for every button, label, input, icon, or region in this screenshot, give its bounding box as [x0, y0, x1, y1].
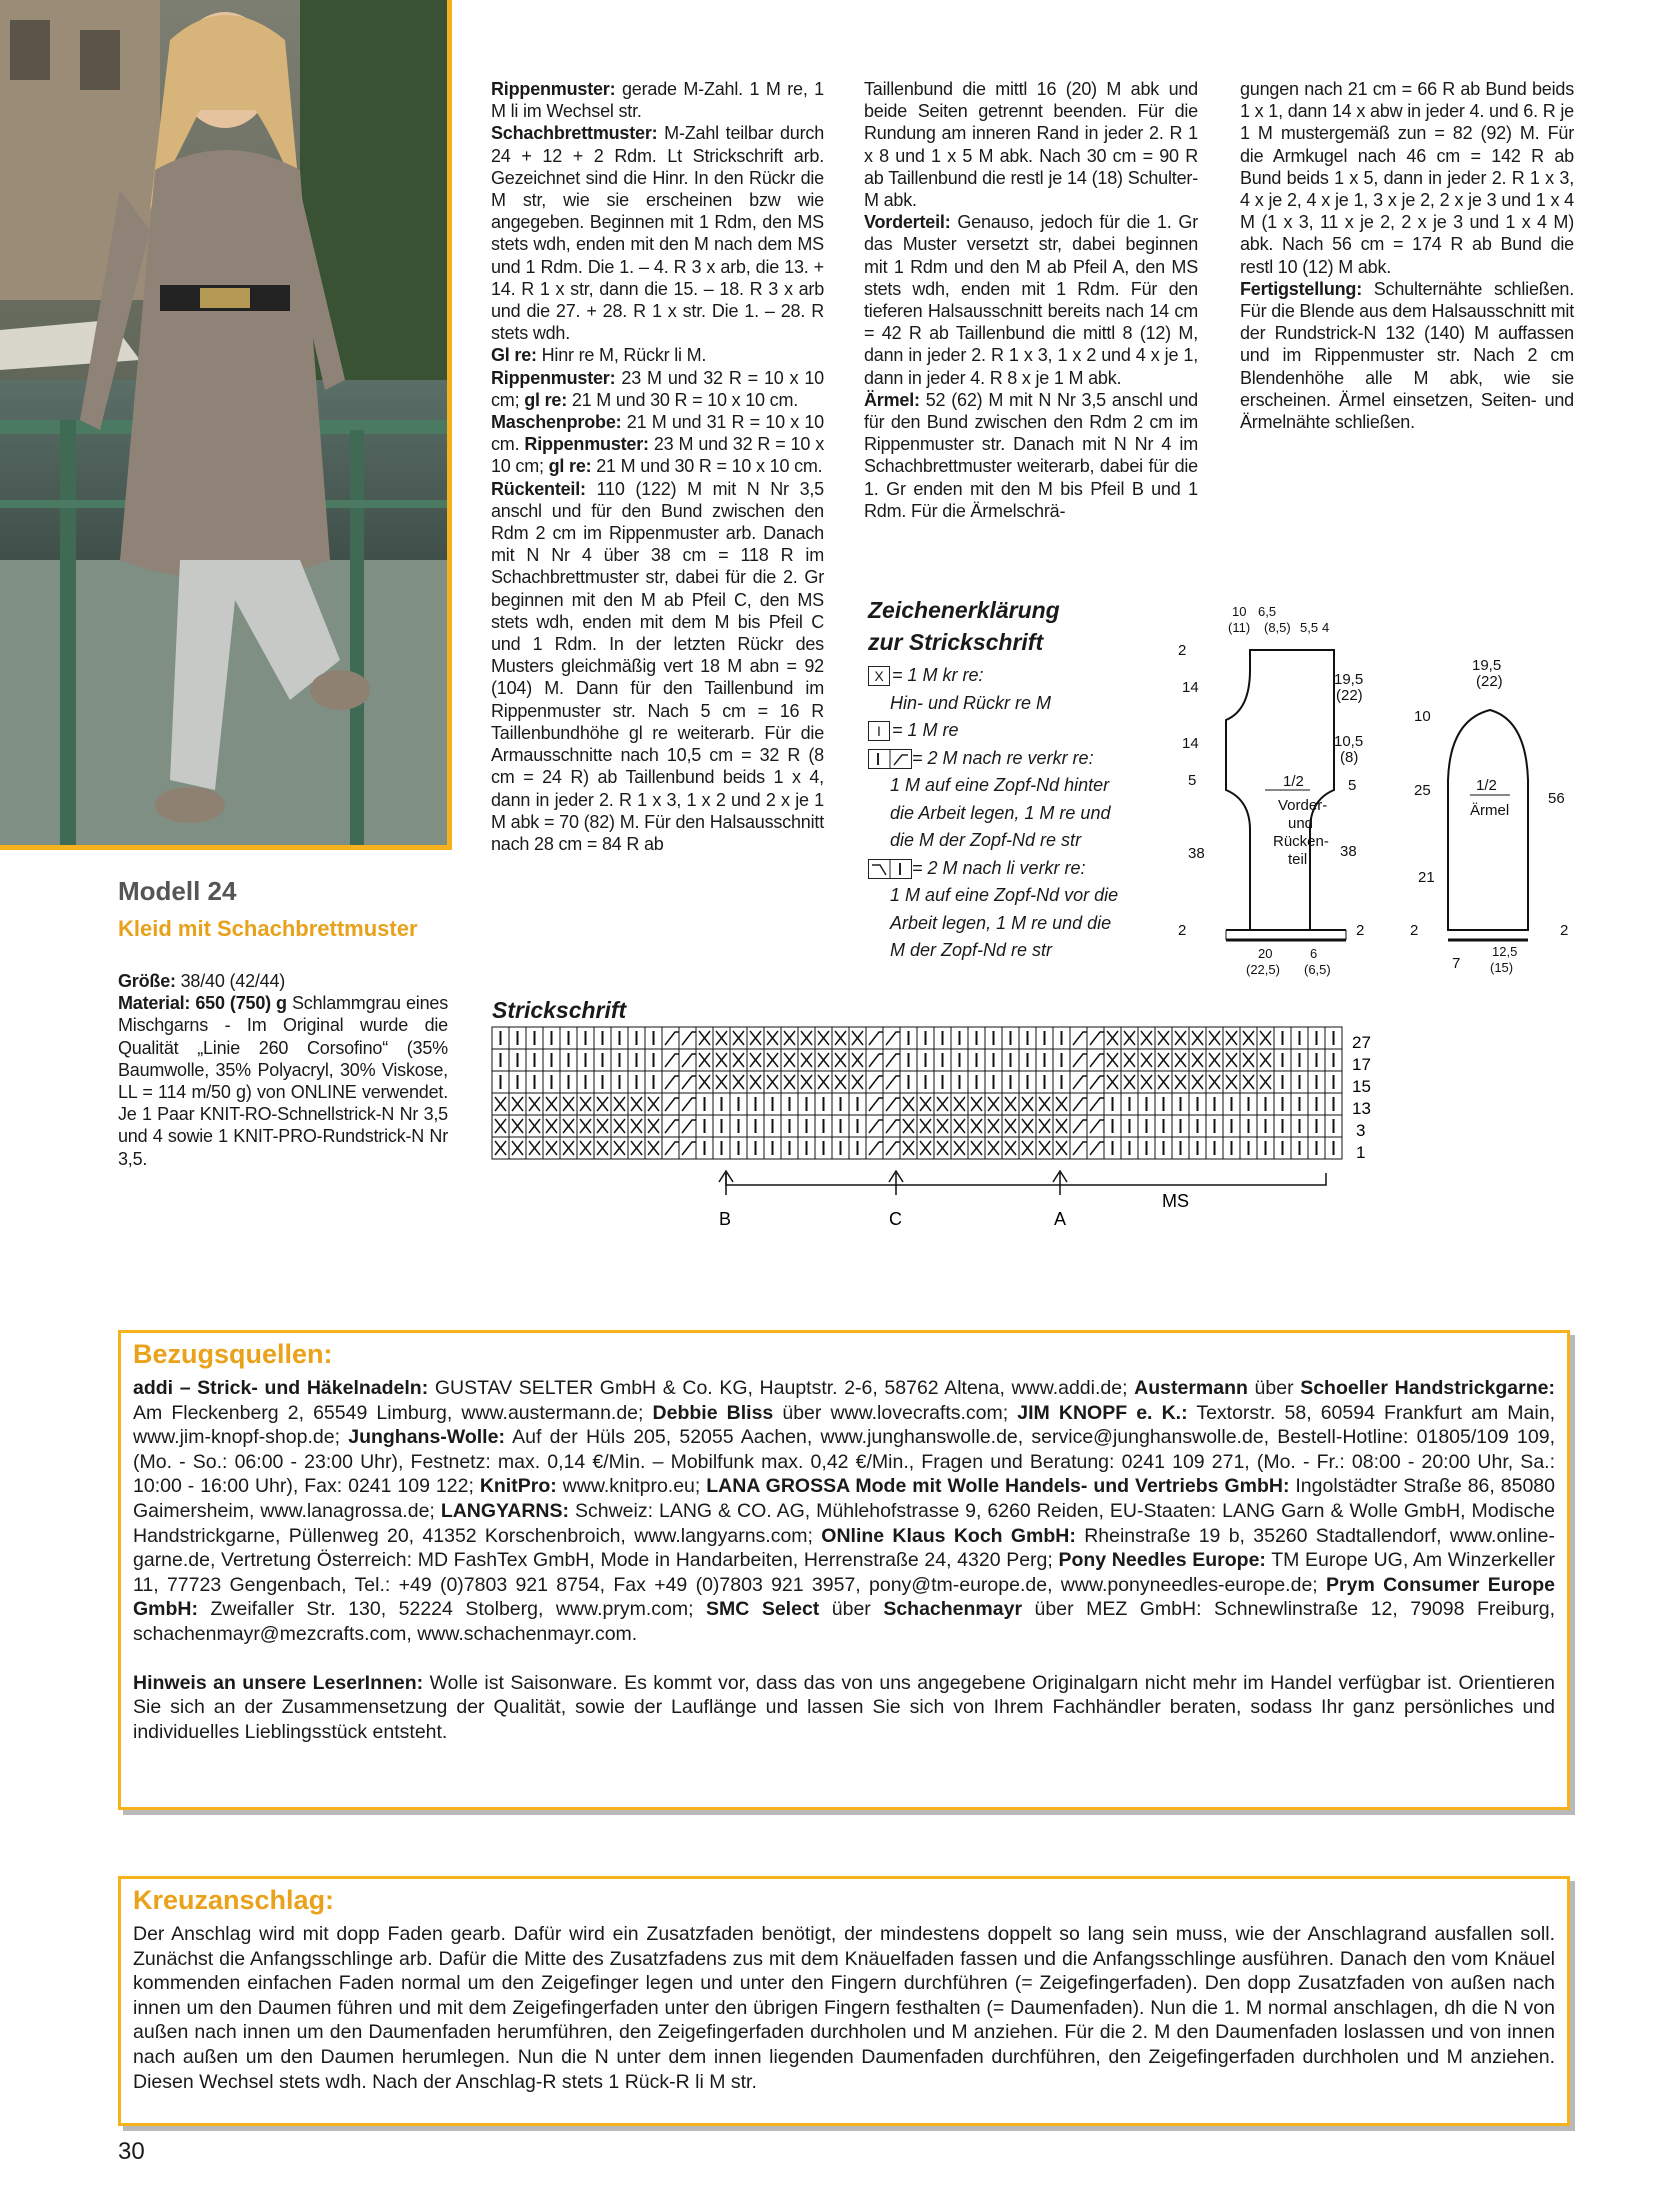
body-top-6-5: 6,5 [1258, 604, 1277, 619]
body-top-5-5: 5,5 [1300, 620, 1319, 635]
arrow-b-label: B [719, 1209, 732, 1229]
legend-item-cross-right-text: = 2 M nach re verkr re: [912, 747, 1094, 768]
supplier-details: Auf der Hüls 205, 52055 Aachen, www.junghanswolle.de, service@junghanswolle.de, Bestell-Hotline: 01805/109 109, (Mo. - So.: 06:00 - 23:00 Uhr), Festnetz: max. 0,14 €/Min. – Mobilfunk max. 0,42 €/Min., Fragen und Beratung: 0241 109 271, (Mo. - Fr.: 08:00 - 20:00 Uhr, Sa.: 10:00 - 16:00 Uhr), Fax: 0241 109 122; [133, 1426, 1555, 1498]
gl-re-label: gl re: [524, 389, 568, 410]
supplier-name: KnitPro: [479, 1475, 557, 1498]
body-left-14-b: 14 [1182, 735, 1199, 752]
sleeve-outline [1448, 710, 1528, 930]
supplier-name: addi – Strick- und Häkelnadeln: [133, 1377, 429, 1399]
sleeve-shaping-paragraph: gungen nach 21 cm = 66 R ab Bund beids 1 x 1, dann 14 x abw in jeder 4. und 6. R je 1 M mustergemäß zun = 82 (92) M. Für die Armkugel nach 46 cm = 142 R ab Bund beids 1 x 5, dann in jeder 2. R 1 x 3, 4 x je 2, 4 x je 1, 3 x je 2, 2 x je 3 und 1 x 4 M (1 x 3, 11 x je 2, 2 x je 3 und 1 x 4 M) abk. Nach 56 cm = 174 R ab Bund die restl 10 (12) M abk. [1240, 79, 1574, 277]
chart-title: Strickschrift [492, 997, 627, 1023]
photo-illustration [0, 0, 447, 845]
body-left-38: 38 [1188, 845, 1205, 862]
gl-re-text: 21 M und 30 R = 10 x 10 cm. [567, 389, 799, 410]
back-paragraph [491, 478, 824, 855]
row-number-15: 15 [1352, 1077, 1371, 1096]
legend-item-cross-right-desc-2: die Arbeit legen, 1 M re und [890, 802, 1111, 823]
supplier-name: LANA GROSSA Mode mit Wolle Handels- und Vertriebs GmbH: [706, 1475, 1290, 1498]
gauge-glre-label: gl re: [548, 456, 592, 477]
supplier-name: Junghans-Wolle: [348, 1426, 505, 1449]
sleeve-bottom-15: (15) [1490, 960, 1514, 975]
material-value: Schlammgrau eines Mischgarns - Im Original wurde die Qualität „Linie 260 Corsofino“ (35% Baumwolle, 35% Polyacryl, 30% Viskose, LL = 114 m/50 g) von ONLINE verwendet. Je 1 Paar KNIT-RO-Schnellstrick-N Nr 3,5 und 4 sowie 1 KNIT-PRO-Rundstrick-N Nr 3,5. [118, 993, 448, 1169]
reader-note [133, 1671, 1555, 1745]
supplier-details: GUSTAV SELTER GmbH & Co. KG, Hauptstr. 2-6, 58762 Altena, www.addi.de; [428, 1377, 1135, 1399]
model-number: Modell 24 [118, 876, 237, 906]
cross-right-symbol-icon [868, 749, 912, 769]
back-text: 110 (122) M mit N Nr 3,5 anschl und für den Bund zwischen den Rdm 2 cm im Rippenmuster arb. Danach mit N Nr 4 über 38 cm = 118 R im Schachbrettmuster str, dabei für die 2. Gr beginnen mit den M ab Pfeil C, den MS stets wdh, enden mit dem M bis Pfeil C und 1 Rdm. In der letzten Rückr des Musters gleichmäßig vert 18 M abn = 92 (104) M. Dann für den Taillenbund im Rippenmuster str. Nach 5 cm = 16 R Taillenbundhöhe gl re weiterarb. Für die Armausschnitte nach 10,5 cm = 32 R (8 cm = 24 R) ab Taillenbund beids 1 x 4, dann in jeder 2. R 1 x 3, 1 x 2 und 2 x je 1 M abk = 70 (82) M. Für den Halsausschnitt nach 28 cm = 84 R ab [491, 478, 824, 854]
rib-pattern-label: Rippenmuster: [491, 79, 616, 99]
sleeve-left-2: 2 [1410, 922, 1419, 939]
legend-title-2: zur Strickschrift [868, 629, 1044, 655]
arrow-a [1053, 1171, 1067, 1229]
supplier-details: Rheinstraße 19 b, 35260 Stadtallendorf, www.online-garne.de, Vertretung Österreich: MD FashTex GmbH, Mode in Handarbeiten, Herrenstraße 24, 4320 Perg; [133, 1524, 1555, 1572]
reader-note-text: Wolle ist Saisonware. Es kommt vor, dass das von uns angegebene Originalgarn nicht mehr im Handel verfügbar ist. Orientieren Sie sich an der Zusammensetzung der Qualität, sowie der Lauflänge und lassen Sie sich von Ihrem Fachhändler beraten, sodass Ihr ganz persönliches und individuelles Lieblingsstück entsteht. [133, 1671, 1555, 1743]
supplier-details: www.knitpro.eu; [556, 1475, 707, 1498]
body-top-4: 4 [1322, 620, 1330, 635]
supplier-name: LANGYARNS: [440, 1499, 570, 1522]
size-value: 38/40 (42/44) [175, 971, 286, 991]
legend-item-knit [868, 717, 1198, 745]
stockinette-label: Gl re: [491, 345, 537, 366]
cross-cast-on-text: Der Anschlag wird mit dopp Faden gearb. Dafür wird ein Zusatzfaden benötigt, der mindestens doppelt so lang sein muss, wie der Anschlagrand ausfallen soll. Zunächst die Anfangsschlinge arb. Dafür die Mitte des Zusatzfadens zus mit dem Knäuelfaden fassen und die Anfangsschlinge ausführen. Danach den vom Knäuel kommenden einfachen Faden normal um den Zeigefinger legen und unter den Fingern durchführen (= Zeigefingerfaden). Den dopp Zusatzfaden von außen nach innen um den Daumen führen und mit dem Zeigefingerfaden unter den übrigen Fingern festhalten (= Daumenfaden). Nun die 1. M normal anschlagen, dh die N von außen nach innen um den Daumenfaden herumführen, den Zeigefingerfaden durchholen und M anziehen. Für die 2. M den Daumenfaden loslassen und von innen nach außen um den Daumen herumlegen. Nun die N unter dem innen liegenden Daumenfaden durchführen, den Zeigefingerfaden durchholen und M anziehen. Diesen Wechsel stets wdh. Nach der Anschlag-R stets 1 Rück-R li M str. [133, 1923, 1555, 2093]
knitting-chart [490, 1025, 1390, 1235]
body-left-14-a: 14 [1182, 679, 1199, 696]
material-label: Material: 650 (750) g [118, 993, 287, 1014]
body-right-10-5: 10,5 [1334, 733, 1364, 750]
supplier-details: TM Europe UG, Am Winzerkeller 11, 77723 Gengenbach, Tel.: +49 (0)7803 921 8754, Fax +49 (0)7803 921 3957, pony@tm-europe.de, www.ponyneedles-europe.de; [133, 1549, 1555, 1596]
row-number-27: 27 [1352, 1033, 1371, 1052]
sleeve-label-aermel: Ärmel [1470, 802, 1510, 819]
row-number-1: 1 [1356, 1143, 1366, 1162]
gauge-glre-text: 21 M und 30 R = 10 x 10 cm. [591, 456, 823, 477]
model-photo [0, 0, 452, 850]
gauge-label: Maschenprobe: [491, 412, 622, 433]
checker-pattern-paragraph [491, 122, 824, 344]
supplier-details: Ingolstädter Straße 86, 85080 Gaimersheim, www.lanagrossa.de; [133, 1475, 1555, 1522]
body-bottom-6-5: (6,5) [1304, 962, 1331, 977]
body-label-teil: teil [1288, 851, 1308, 868]
waist-paragraph: Taillenbund die mittl 16 (20) M abk und beide Seiten getrennt beenden. Für die Rundung am inneren Rand in jeder 2. R 1 x 8 und 1 x 5 M abk. Nach 30 cm = 90 R ab Taillenbund die restl je 14 (18) Schulter-M abk. [864, 79, 1198, 211]
finishing-label: Fertigstellung: [1240, 278, 1362, 299]
stockinette-paragraph [491, 344, 824, 366]
supplier-details: Schweiz: LANG & CO. AG, Mühlehofstrasse 9, 6260 Reiden, EU-Staaten: LANG Garn & Wolle GmbH, Modische Handstrickgarne, Püllenweg 20, 41352 Korschenbroich, www.langyarns.com; [133, 1499, 1555, 1547]
sleeve-label: Ärmel: [864, 389, 920, 410]
sleeve-right-56: 56 [1548, 790, 1565, 807]
page-number: 30 [118, 2138, 145, 2165]
sleeve-bottom-12-5: 12,5 [1492, 944, 1518, 959]
supplier-name: Schoeller Handstrickgarne: [1300, 1377, 1555, 1399]
chart-row-numbers [1352, 1033, 1371, 1162]
legend-item-cross-right [868, 745, 1198, 855]
front-label: Vorderteil: [864, 212, 951, 233]
instructions-column-3 [1240, 78, 1574, 433]
supplier-details: Textorstr. 58, 60594 Frankfurt am Main, www.jim-knopf-shop.de; [133, 1401, 1555, 1449]
supplier-name: SMC Select [706, 1598, 820, 1621]
gauge-paragraph [491, 411, 824, 478]
sleeve-text: 52 (62) M mit N Nr 3,5 anschl und für den Bund zwischen den Rdm 2 cm im Rippenmuster str. Danach mit N Nr 4 im Schachbrettmuster weiterarb, dabei für die 1. Gr enden mit den M bis Pfeil B und 1 Rdm. Für die Ärmelschrä- [864, 389, 1198, 521]
gauge-rib-label: Rippenmuster: [524, 434, 649, 455]
cross-cast-on-title: Kreuzanschlag: [133, 1885, 335, 1915]
legend-item-cross-left-desc-1: 1 M auf eine Zopf-Nd vor die [890, 885, 1119, 905]
body-right-8: (8) [1340, 749, 1359, 766]
size-paragraph [118, 970, 448, 992]
stockinette-text: Hinr re M, Rückr li M. [536, 345, 707, 366]
front-paragraph [864, 211, 1198, 389]
repeat-label: MS [1162, 1191, 1189, 1211]
body-bottom-20: 20 [1258, 946, 1273, 961]
body-top-8-5: (8,5) [1264, 620, 1291, 635]
sleeve-left-10: 10 [1414, 708, 1431, 725]
body-right-38: 38 [1340, 843, 1357, 860]
suppliers-title: Bezugsquellen: [133, 1339, 333, 1369]
cross-stitch-symbol-icon: X [868, 666, 890, 686]
gauge-rib-text: 23 M und 32 R = 10 x 10 cm; [491, 434, 824, 477]
checker-pattern-text: M-Zahl teilbar durch 24 + 12 + 2 Rdm. Lt Strickschrift arb. Gezeichnet sind die Hinr. In den Rückr die M str, wie sie erscheinen bzw wie angegeben. Beginnen mit 1 Rdm, den MS stets wdh, enden mit den M nach dem MS und 1 Rdm. Die 1. – 4. R 3 x arb, die 13. + 14. R 1 x str, dann die 15. – 18. R 3 x arb und die 27. + 28. R 1 x str. Die 1. – 28. R stets wdh. [491, 123, 824, 344]
arrow-b [719, 1171, 733, 1229]
model-subtitle: Kleid mit Schachbrettmuster [118, 916, 418, 941]
body-left-2-top: 2 [1178, 642, 1187, 659]
gauge-text: 21 M und 31 R = 10 x 10 cm. [491, 412, 824, 455]
chart-grid [492, 1027, 1342, 1159]
chart-legend [868, 594, 1198, 965]
legend-item-cross-knit-desc: Hin- und Rückr re M [890, 692, 1052, 713]
instructions-column-2 [864, 78, 1198, 522]
arrow-c-label: C [889, 1209, 902, 1229]
reader-note-label: Hinweis an unsere LeserInnen: [133, 1671, 424, 1694]
supplier-details: Am Fleckenberg 2, 65549 Limburg, www.austermann.de; [133, 1401, 653, 1424]
body-left-2-bottom: 2 [1178, 922, 1187, 939]
instructions-column-1 [491, 78, 824, 855]
size-label: Größe: [118, 971, 176, 991]
arrow-a-label: A [1054, 1209, 1067, 1229]
legend-item-cross-left-desc-3: M der Zopf-Nd re str [890, 940, 1053, 960]
row-number-3: 3 [1356, 1121, 1366, 1140]
body-right-19-5: 19,5 [1334, 671, 1364, 688]
body-right-2: 2 [1356, 922, 1365, 939]
sleeve-right-2: 2 [1560, 922, 1569, 939]
supplier-name: Prym Consumer Europe GmbH: [133, 1573, 1555, 1621]
supplier-name: JIM KNOPF e. K.: [1017, 1401, 1188, 1424]
suppliers-text [133, 1376, 1555, 1647]
body-right-5: 5 [1348, 777, 1357, 794]
body-label-vorder: Vorder- [1278, 797, 1328, 814]
legend-item-cross-right-desc-1: 1 M auf eine Zopf-Nd hinter [890, 775, 1110, 795]
checker-pattern-label: Schachbrettmuster: [491, 123, 658, 144]
rib-pattern-paragraph [491, 78, 824, 122]
supplier-details: über [819, 1598, 884, 1621]
body-right-22: (22) [1336, 687, 1363, 704]
body-label-ruecken: Rücken- [1273, 833, 1329, 850]
supplier-details: über www.lovecrafts.com; [773, 1401, 1018, 1424]
legend-item-cross-right-desc-3: die M der Zopf-Nd re str [890, 830, 1082, 850]
legend-item-cross-left-text: = 2 M nach li verkr re: [912, 857, 1086, 878]
legend-title-1: Zeichenerklärung [868, 597, 1060, 623]
back-label: Rückenteil: [491, 478, 586, 499]
supplier-name: Austermann [1134, 1377, 1248, 1399]
knit-symbol-icon: I [868, 721, 890, 741]
row-number-13: 13 [1352, 1099, 1371, 1118]
finishing-paragraph [1240, 278, 1574, 433]
supplier-name: ONline Klaus Koch GmbH: [821, 1524, 1076, 1547]
legend-item-cross-left-desc-2: Arbeit legen, 1 M re und die [890, 912, 1112, 933]
left-column-text [118, 970, 448, 1170]
cross-left-symbol-icon [868, 859, 912, 879]
sleeve-paragraph [864, 389, 1198, 522]
suppliers-box [118, 1330, 1570, 1810]
sleeve-top-19-5: 19,5 [1472, 657, 1502, 674]
sleeve-left-25: 25 [1414, 782, 1431, 799]
rib-gauge-text: 23 M und 32 R = 10 x 10 cm; [491, 367, 824, 410]
arrow-c [889, 1171, 903, 1229]
supplier-name: Pony Needles Europe: [1058, 1549, 1266, 1572]
body-top-11: (11) [1228, 620, 1251, 635]
sleeve-left-21: 21 [1418, 869, 1435, 886]
front-text: Genauso, jedoch für die 1. Gr das Muster versetzt str, dabei beginnen mit 1 Rdm und den M ab Pfeil A, den MS stets wdh, enden mit 1 Rdm. Für den tieferen Halsausschnitt bereits nach 14 cm = 42 R ab Taillenbund die mittl 8 (12) M, dann in jeder 2. R 1 x 3, 1 x 2 und 4 x je 1, dann in jeder 4. R 8 x je 1 M abk. [864, 212, 1198, 388]
body-bottom-22-5: (22,5) [1246, 962, 1280, 977]
body-top-10: 10 [1232, 604, 1247, 619]
rib-gauge-paragraph [491, 367, 824, 411]
sleeve-schematic [1400, 650, 1590, 980]
finishing-text: Schulternähte schließen. Für die Blende aus dem Halsausschnitt mit der Rundstrick-N 132 (140) M auffassen und im Rippenmuster str. Nach 2 cm Blendenhöhe alle M abk, wie sie erscheinen. Ärmel einsetzen, Seiten- und Ärmelnähte schließen. [1240, 278, 1574, 433]
body-label-und: und [1288, 815, 1314, 832]
material-paragraph [118, 992, 448, 1170]
rib-pattern-text: gerade M-Zahl. 1 M re, 1 M li im Wechsel str. [491, 79, 824, 122]
supplier-name: Debbie Bliss [652, 1401, 774, 1424]
supplier-details: über [1247, 1377, 1301, 1399]
supplier-name: Schachenmayr [883, 1598, 1023, 1621]
rib-gauge-label: Rippenmuster: [491, 367, 616, 388]
supplier-details: Zweifaller Str. 130, 52224 Stolberg, www.prym.com; [198, 1598, 706, 1621]
cross-cast-on-box [118, 1876, 1570, 2126]
legend-item-cross-left [868, 855, 1198, 965]
body-left-5: 5 [1188, 772, 1197, 789]
body-label-half: 1/2 [1283, 773, 1304, 790]
legend-item-cross-knit [868, 662, 1198, 717]
sleeve-bottom-7: 7 [1452, 955, 1461, 972]
repeat-bracket [726, 1173, 1326, 1185]
supplier-details: über MEZ GmbH: Schnewlinstraße 12, 79098 Freiburg, schachenmayr@mezcrafts.com, www.schachenmayr.com. [133, 1598, 1555, 1645]
body-bottom-6: 6 [1310, 946, 1318, 961]
body-schematic [1170, 600, 1400, 980]
row-number-17: 17 [1352, 1055, 1371, 1074]
sleeve-top-22: (22) [1476, 673, 1503, 690]
legend-item-cross-knit-text: = 1 M kr re: [892, 665, 984, 685]
sleeve-label-half: 1/2 [1476, 777, 1497, 794]
legend-item-knit-text: = 1 M re [892, 720, 959, 740]
